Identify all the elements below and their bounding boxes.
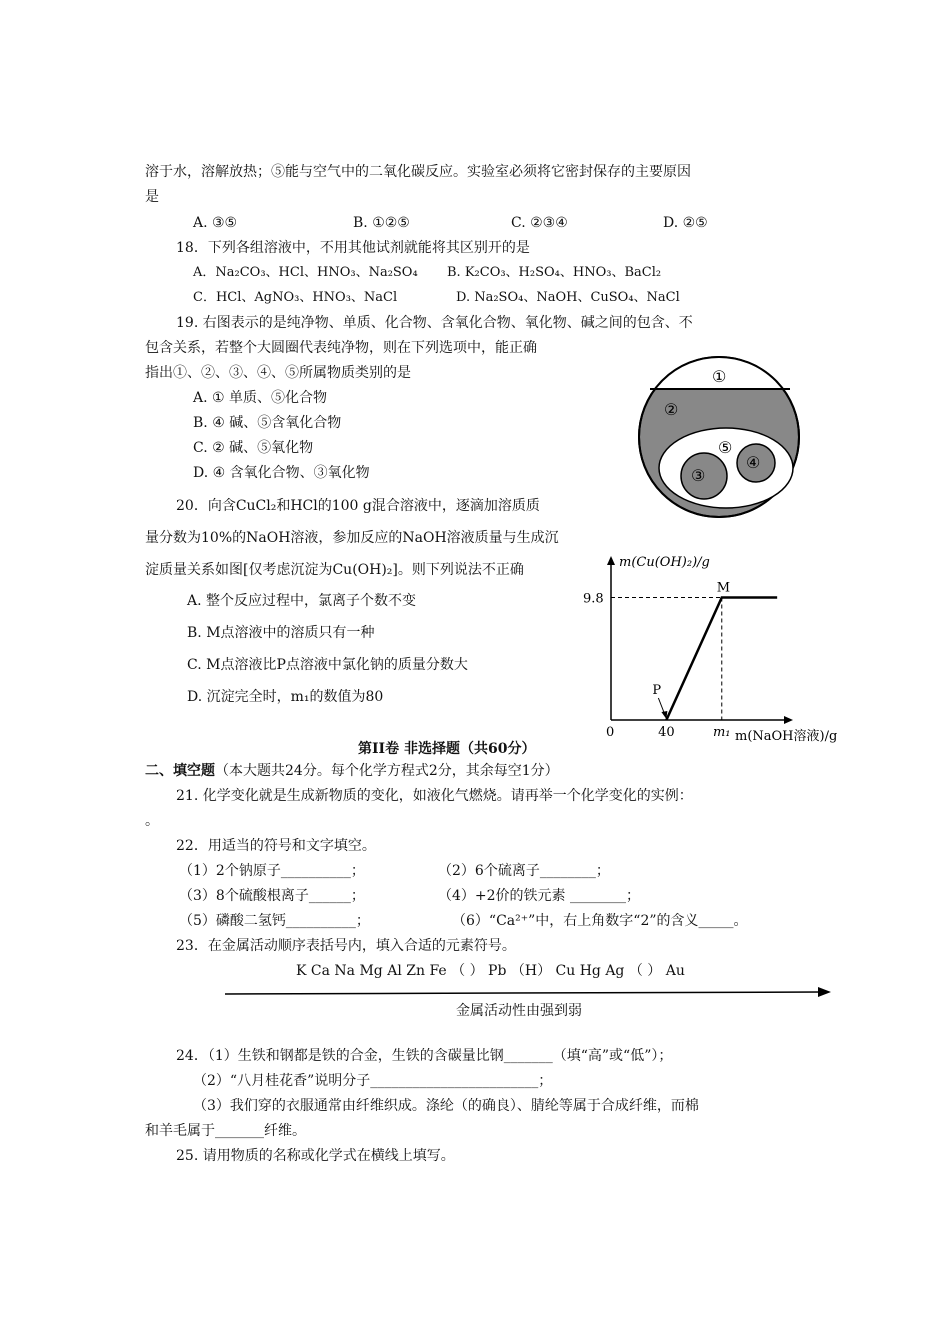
q22-item-3: （3）8个硫酸根离子______； xyxy=(179,888,365,904)
q17-option-d: D. ②⑤ xyxy=(663,215,708,231)
q23-metal-series: K Ca Na Mg Al Zn Fe （ ） Pb （H） Cu Hg Ag （ ） Au xyxy=(296,963,685,979)
q20-option-a: A. 整个反应过程中，氯离子个数不变 xyxy=(187,593,417,609)
q18-option-d: D. Na₂SO₄、NaOH、CuSO₄、NaCl xyxy=(456,290,680,305)
section-header xyxy=(145,761,559,781)
q19-line2: 包含关系，若整个大圆圈代表纯净物，则在下列选项中，能正确 xyxy=(145,340,537,356)
q20-line1: 20．向含CuCl₂和HCl的100 g混合溶液中，逐滴加溶质质 xyxy=(176,498,540,514)
q23-arrow-label: 金属活动性由强到弱 xyxy=(456,1003,582,1019)
q24-item-2: （2）“八月桂花香”说明分子________________________； xyxy=(193,1073,553,1089)
section-label: 二、填空题 xyxy=(145,763,215,779)
x-axis-label: m(NaOH溶液)/g xyxy=(735,729,838,744)
q17-option-a: A. ③⑤ xyxy=(193,215,238,231)
q17-option-c: C. ②③④ xyxy=(511,215,568,231)
q17-line2: 是 xyxy=(145,189,159,205)
q21-line1: 21. 化学变化就是生成新物质的变化，如液化气燃烧。请再举一个化学变化的实例： xyxy=(176,788,693,804)
q20-line3: 淀质量关系如图[仅考虑沉淀为Cu(OH)₂]。则下列说法不正确 xyxy=(145,562,524,578)
q19-line3: 指出①、②、③、④、⑤所属物质类别的是 xyxy=(145,365,411,381)
q17-option-b: B. ①②⑤ xyxy=(353,215,410,231)
q25-stem: 25. 请用物质的名称或化学式在横线上填写。 xyxy=(176,1148,455,1164)
x-axis-arrow xyxy=(784,716,793,724)
q19-option-b: B. ④ 碱、⑤含氧化合物 xyxy=(193,415,342,431)
point-p-pointer-head xyxy=(661,711,667,719)
q20-option-d: D. 沉淀完全时，m₁的数值为80 xyxy=(187,689,384,705)
series-line xyxy=(666,598,777,721)
x-tick-label-m1: m₁ xyxy=(712,725,731,740)
x-tick-label-40: 40 xyxy=(658,725,675,740)
diagram-label-3: ③ xyxy=(691,466,706,485)
diagram-label-2: ② xyxy=(664,400,679,419)
q18-option-c: C．HCl、AgNO₃、HNO₃、NaCl xyxy=(193,290,398,305)
q20-line2: 量分数为10%的NaOH溶液，参加反应的NaOH溶液质量与生成沉 xyxy=(145,530,559,546)
q17-line1: 溶于水，溶解放热；⑤能与空气中的二氧化碳反应。实验室必须将它密封保存的主要原因 xyxy=(145,164,691,180)
diagram-label-5: ⑤ xyxy=(718,438,733,457)
q19-option-d: D. ④ 含氧化合物、③氧化物 xyxy=(193,465,370,481)
q19-line1: 19. 右图表示的是纯净物、单质、化合物、含氧化合物、氧化物、碱之间的包含、不 xyxy=(176,315,693,331)
q18-option-a: A．Na₂CO₃、HCl、HNO₃、Na₂SO₄ xyxy=(193,265,418,280)
diagram-label-4: ④ xyxy=(746,453,761,472)
q20-option-c: C. M点溶液比P点溶液中氯化钠的质量分数大 xyxy=(187,657,468,673)
q19-option-c: C. ② 碱、⑤氧化物 xyxy=(193,440,314,456)
x-tick-label-0: 0 xyxy=(606,725,615,740)
point-label-m: M xyxy=(716,580,731,596)
y-tick-label-9-8: 9.8 xyxy=(583,591,604,607)
q24-item-1: 24．（1）生铁和钢都是铁的合金，生铁的含碳量比钢_______（填“高”或“低”）； xyxy=(176,1048,673,1064)
precipitate-mass-chart xyxy=(575,552,845,747)
q19-option-a: A. ① 单质、⑤化合物 xyxy=(193,390,328,406)
q18-option-b: B. K₂CO₃、H₂SO₄、HNO₃、BaCl₂ xyxy=(447,265,662,280)
section-note: （本大题共24分。每个化学方程式2分，其余每空1分） xyxy=(215,763,559,779)
q22-stem: 22．用适当的符号和文字填空。 xyxy=(176,838,376,854)
q22-item-5: （5）磷酸二氢钙__________； xyxy=(179,913,370,929)
q24-item-3a: （3）我们穿的衣服通常由纤维织成。涤纶（的确良）、腈纶等属于合成纤维，而棉 xyxy=(193,1098,699,1114)
q24-item-3b: 和羊毛属于_______纤维。 xyxy=(145,1123,306,1139)
point-label-p: P xyxy=(652,683,662,698)
q20-option-b: B. M点溶液中的溶质只有一种 xyxy=(187,625,375,641)
part2-title: 第II卷 非选择题（共60分） xyxy=(358,741,536,757)
q23-stem: 23．在金属活动顺序表括号内，填入合适的元素符号。 xyxy=(176,938,516,954)
classification-venn-diagram xyxy=(630,350,810,525)
q18-stem: 18．下列各组溶液中，不用其他试剂就能将其区别开的是 xyxy=(176,240,530,256)
q22-item-2: （2）6个硫离子________； xyxy=(438,863,610,879)
q22-item-6: （6）“Ca²⁺”中，右上角数字“2”的含义_____。 xyxy=(452,913,748,929)
y-axis-label: m(Cu(OH)₂)/g xyxy=(619,555,710,570)
q22-item-1: （1）2个钠原子__________； xyxy=(179,863,365,879)
q21-line2: 。 xyxy=(145,813,159,829)
diagram-label-1: ① xyxy=(712,367,727,386)
q22-item-4: （4）+2价的铁元素 ________； xyxy=(438,888,640,904)
y-axis-arrow xyxy=(607,556,615,565)
